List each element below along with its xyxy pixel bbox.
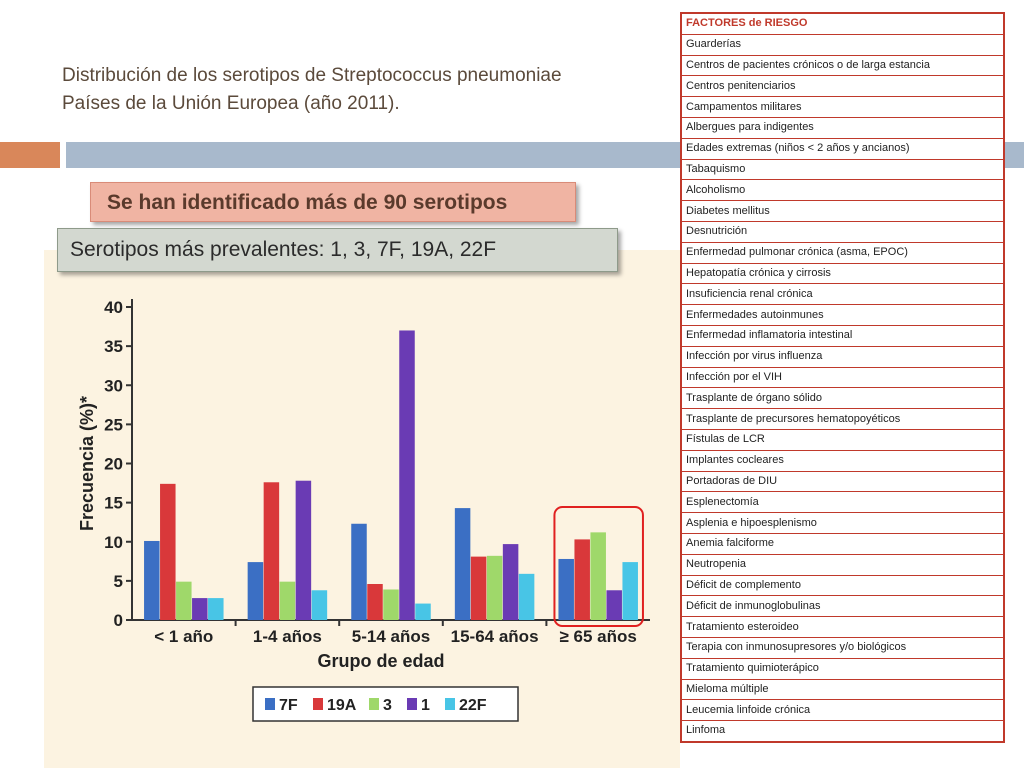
serotype-bar-chart [60,285,660,735]
risk-factor-item: Enfermedad pulmonar crónica (asma, EPOC) [681,242,1004,263]
risk-factor-row [681,325,1004,346]
title-line-1: Distribución de los serotipos de Streptococcus pneumoniae [62,65,562,86]
y-tick-label: 35 [104,337,123,357]
y-tick-label: 20 [104,454,123,474]
risk-factor-item: Tabaquismo [681,159,1004,180]
y-tick-label: 10 [104,532,123,552]
risk-factor-item: Portadoras de DIU [681,471,1004,492]
bar-22F-1 [312,590,328,620]
risk-factor-row [681,55,1004,76]
risk-factor-row [681,305,1004,326]
risk-factor-row [681,34,1004,55]
risk-factor-item: Campamentos militares [681,97,1004,118]
legend-swatch-22F [445,698,455,710]
legend-swatch-19A [313,698,323,710]
risk-table-header: FACTORES de RIESGO [681,13,1004,34]
risk-factor-item: Enfermedad inflamatoria intestinal [681,325,1004,346]
risk-factor-row [681,700,1004,721]
risk-factor-item: Déficit de complemento [681,575,1004,596]
risk-factor-row [681,263,1004,284]
callout-identified-serotypes: Se han identificado más de 90 serotipos [90,182,576,222]
risk-factor-row [681,533,1004,554]
risk-factor-row [681,180,1004,201]
legend-label: 7F [279,697,298,714]
risk-factor-item: Edades extremas (niños < 2 años y ancianos) [681,138,1004,159]
risk-factor-item: Mieloma múltiple [681,679,1004,700]
bar-3-0 [176,582,192,620]
bar-7F-4 [558,559,574,620]
y-tick-label: 5 [113,571,123,591]
risk-factor-row [681,409,1004,430]
risk-factor-row [681,117,1004,138]
risk-factor-item: Alcoholismo [681,180,1004,201]
risk-factor-item: Terapia con inmunosupresores y/o biológicos [681,637,1004,658]
y-tick-label: 0 [113,611,123,630]
bar-1-0 [192,598,208,620]
bar-7F-3 [455,508,471,620]
risk-factor-row [681,492,1004,513]
risk-factor-row [681,617,1004,638]
bar-1-2 [399,330,415,620]
risk-factor-item: Tratamiento quimioterápico [681,658,1004,679]
risk-factor-item: Neutropenia [681,554,1004,575]
risk-factor-item: Tratamiento esteroideo [681,617,1004,638]
x-tick-label: < 1 año [154,627,214,646]
risk-factor-row [681,679,1004,700]
y-axis-label: Frecuencia (%)* [77,395,97,532]
y-tick-label: 25 [104,415,123,435]
x-tick-label: 15-64 años [450,627,539,646]
legend-swatch-7F [265,698,275,710]
risk-factor-row [681,388,1004,409]
callout-prevalent-serotypes: Serotipos más prevalentes: 1, 3, 7F, 19A, 22F [57,228,618,272]
x-tick-label: 5-14 años [351,627,431,646]
risk-factor-item: Esplenectomía [681,492,1004,513]
bar-7F-0 [144,541,160,620]
risk-factor-item: Centros penitenciarios [681,76,1004,97]
legend-label: 3 [383,697,392,714]
risk-factor-item: Enfermedades autoinmunes [681,305,1004,326]
bar-22F-2 [415,604,431,620]
risk-factor-item: Implantes cocleares [681,450,1004,471]
bar-19A-4 [574,539,590,620]
risk-factor-row [681,201,1004,222]
risk-factor-item: Desnutrición [681,221,1004,242]
bar-7F-2 [351,524,367,620]
risk-factor-row [681,346,1004,367]
risk-factor-row [681,221,1004,242]
risk-factor-row [681,450,1004,471]
bar-1-3 [503,544,518,620]
risk-factor-item: Linfoma [686,724,726,737]
legend-swatch-3 [369,698,379,710]
risk-factor-row [681,76,1004,97]
risk-factor-item: Asplenia e hipoesplenismo [681,513,1004,534]
bar-22F-3 [519,574,535,620]
risk-factor-row [681,284,1004,305]
bar-7F-1 [248,562,264,620]
risk-factor-item: Insuficiencia renal crónica [681,284,1004,305]
x-tick-label: ≥ 65 años [559,627,637,646]
bar-3-1 [280,582,296,620]
risk-factor-item: Centros de pacientes crónicos o de larga estancia [681,55,1004,76]
risk-factor-item: Trasplante de órgano sólido [681,388,1004,409]
risk-factor-row [681,367,1004,388]
risk-factor-row [681,242,1004,263]
risk-factor-row [681,637,1004,658]
risk-factor-item: Guarderías [681,34,1004,55]
risk-factor-item: Infección por el VIH [681,367,1004,388]
bar-19A-2 [367,584,383,620]
risk-factor-item: Infección por virus influenza [681,346,1004,367]
bar-1-4 [606,590,622,620]
bar-19A-0 [160,484,176,620]
risk-factor-row [681,721,1004,742]
bar-1-1 [296,481,312,620]
legend-label: 1 [421,697,430,714]
bar-3-4 [590,532,606,620]
legend-label: 22F [459,697,487,714]
decorative-orange-bar [0,142,60,168]
bar-19A-1 [264,482,280,620]
legend-swatch-1 [407,698,417,710]
y-tick-label: 15 [104,493,123,513]
risk-factor-row [681,513,1004,534]
legend-label: 19A [327,697,357,714]
risk-factor-item: Anemia falciforme [681,533,1004,554]
bar-22F-4 [622,562,638,620]
risk-factor-row [681,658,1004,679]
x-tick-label: 1-4 años [252,627,322,646]
bar-3-3 [487,556,503,620]
risk-factor-row [681,138,1004,159]
risk-factor-item: Hepatopatía crónica y cirrosis [681,263,1004,284]
risk-factor-row [681,159,1004,180]
risk-factor-row [681,554,1004,575]
risk-table-header-row [681,13,1004,34]
risk-factor-item: Leucemia linfoide crónica [681,700,1004,721]
risk-factors-table [680,12,1005,743]
bar-19A-3 [471,557,487,620]
risk-factor-row [681,97,1004,118]
risk-factor-row [681,575,1004,596]
slide-title [62,62,562,118]
risk-factor-item: Fístulas de LCR [681,429,1004,450]
risk-factor-row [681,471,1004,492]
y-tick-label: 40 [104,298,123,317]
bar-22F-0 [208,598,224,620]
risk-factor-item: Albergues para indigentes [681,117,1004,138]
risk-factor-item: Trasplante de precursores hematopoyéticos [681,409,1004,430]
risk-factor-row [681,429,1004,450]
x-axis-label: Grupo de edad [317,651,445,671]
risk-factor-item: Diabetes mellitus [681,201,1004,222]
title-line-2: Países de la Unión Europea (año 2011). [62,93,400,114]
bar-3-2 [383,589,399,620]
risk-factor-item: Déficit de inmunoglobulinas [681,596,1004,617]
y-tick-label: 30 [104,376,123,396]
risk-factor-row [681,596,1004,617]
